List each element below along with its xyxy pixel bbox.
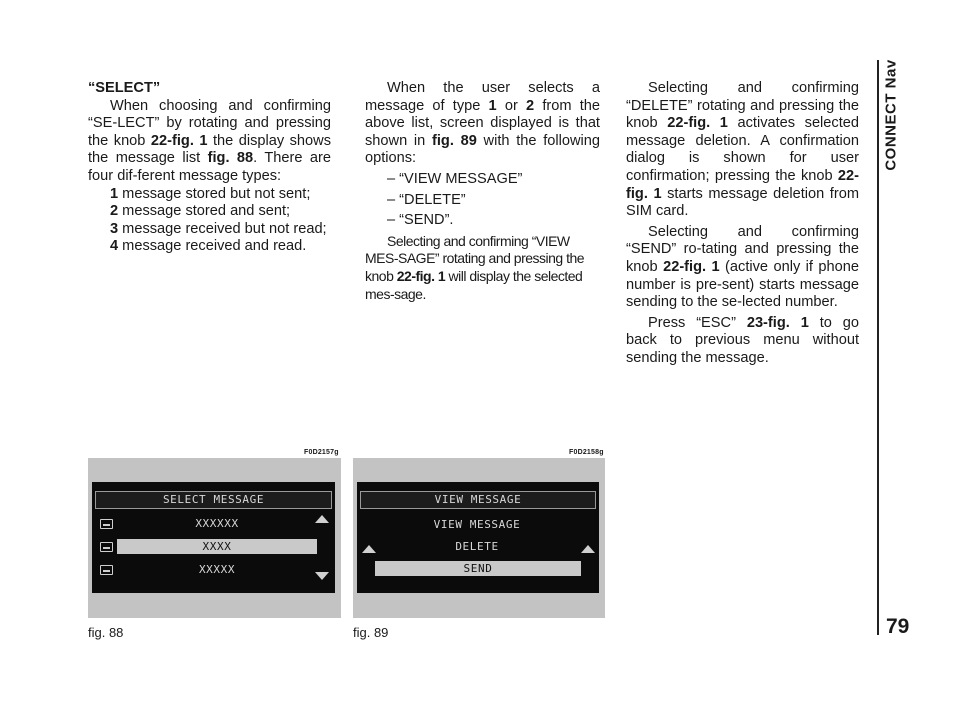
message-icon — [100, 519, 113, 529]
body-text: the display shows the message list — [88, 132, 332, 167]
column-3 — [626, 80, 859, 368]
fig89-menu-item: DELETE — [455, 540, 499, 553]
fig88-screen — [88, 458, 341, 618]
col2-paragraph-2 — [365, 233, 600, 303]
message-type-list — [88, 186, 331, 256]
body-text: to go back to previous menu without sending the message. — [626, 314, 860, 366]
column-1 — [88, 80, 331, 256]
body-text: starts message deletion from SIM card. — [626, 185, 859, 220]
fig89-menu-item: VIEW MESSAGE — [433, 518, 521, 531]
emphasis-text: 22-fig. 1 — [396, 267, 446, 284]
emphasis-text: fig. 89 — [431, 132, 477, 149]
type-number: 1 — [110, 185, 119, 202]
option-item: – “SEND”. — [387, 212, 454, 229]
option-item: – “VIEW MESSAGE” — [387, 170, 523, 187]
message-type-item — [88, 186, 331, 204]
col2-paragraph-1 — [365, 80, 600, 168]
body-text: When choosing and confirming “SE-LECT” by rotating and pressing the knob — [88, 97, 331, 149]
emphasis-text: 23-fig. 1 — [746, 314, 809, 331]
body-text: from the above list, screen displayed is that shown in — [365, 97, 600, 149]
type-number: 3 — [110, 220, 119, 237]
body-text: or — [496, 97, 527, 114]
body-text: activates selected message deletion. A confirmation dialog is shown for user confirmation; pressing the knob — [626, 115, 860, 184]
body-text: will display the selected mes-sage. — [365, 267, 583, 302]
message-icon — [100, 565, 113, 575]
body-text: with the following options: — [365, 132, 601, 167]
type-text: message received but not read; — [118, 220, 327, 237]
body-text: Selecting and confirming “VIEW MES-SAGE” rotating and pressing the knob — [365, 232, 585, 284]
fig88-caption: fig. 88 — [88, 625, 124, 640]
chapter-title-text: CONNECT Nav — [882, 59, 900, 171]
fig89-menu-item-selected: SEND — [375, 561, 581, 576]
fig89-caption: fig. 89 — [353, 625, 389, 640]
emphasis-text: 1 — [488, 97, 497, 114]
scroll-up-icon — [315, 515, 329, 523]
fig88-title-bar: SELECT MESSAGE — [95, 491, 332, 509]
type-number: 2 — [110, 203, 119, 220]
body-text: Selecting and confirming “DELETE” rotating and pressing the knob — [626, 80, 859, 132]
section-heading: “SELECT” — [88, 80, 161, 96]
page-number: 79 — [886, 615, 910, 638]
col1-paragraph — [88, 98, 331, 186]
message-type-item — [88, 238, 331, 256]
emphasis-text: 22-fig. 1 — [667, 115, 728, 132]
emphasis-text: 22-fig. 1 — [150, 132, 208, 149]
fig89-code: F0D2158g — [569, 449, 604, 456]
fig88-list-item-selected: XXXX — [117, 539, 317, 554]
fig89-screen — [353, 458, 605, 618]
body-text: Selecting and confirming “SEND” ro-tating and pressing the knob — [626, 223, 859, 275]
body-text: Press “ESC” — [648, 314, 747, 331]
body-text: (active only if phone number is pre-sent) starts message sending to the se-lected number. — [626, 258, 859, 311]
fig88-list-item: XXXXXX — [195, 517, 239, 530]
message-type-item — [88, 203, 331, 221]
type-text: message stored and sent; — [118, 203, 291, 220]
body-text: When the user selects a message of type — [365, 80, 600, 114]
chapter-side-title — [880, 40, 902, 190]
col3-paragraph-3 — [626, 315, 859, 368]
col3-paragraph-2 — [626, 224, 859, 312]
message-icon — [100, 542, 113, 552]
scroll-down-icon — [315, 572, 329, 580]
emphasis-text: fig. 88 — [207, 150, 254, 167]
column-2 — [365, 80, 600, 303]
fig89-display — [357, 482, 599, 593]
emphasis-text: 22-fig. 1 — [626, 167, 859, 202]
type-text: message received and read. — [118, 238, 307, 255]
col3-paragraph-1 — [626, 80, 859, 221]
body-text: . There are four dif-ferent message types: — [88, 150, 332, 184]
emphasis-text: 22-fig. 1 — [663, 258, 720, 275]
margin-rule — [877, 60, 879, 635]
fig88-list-item: XXXXX — [198, 563, 236, 576]
scroll-left-up-icon — [362, 545, 376, 553]
emphasis-text: 2 — [526, 97, 535, 114]
message-type-item — [88, 221, 331, 239]
option-item: – “DELETE” — [387, 191, 466, 208]
scroll-right-up-icon — [581, 545, 595, 553]
type-number: 4 — [110, 238, 119, 255]
fig89-title-bar: VIEW MESSAGE — [360, 491, 596, 509]
fig88-display — [92, 482, 335, 593]
fig88-code: F0D2157g — [304, 449, 339, 456]
type-text: message stored but not sent; — [118, 185, 311, 202]
